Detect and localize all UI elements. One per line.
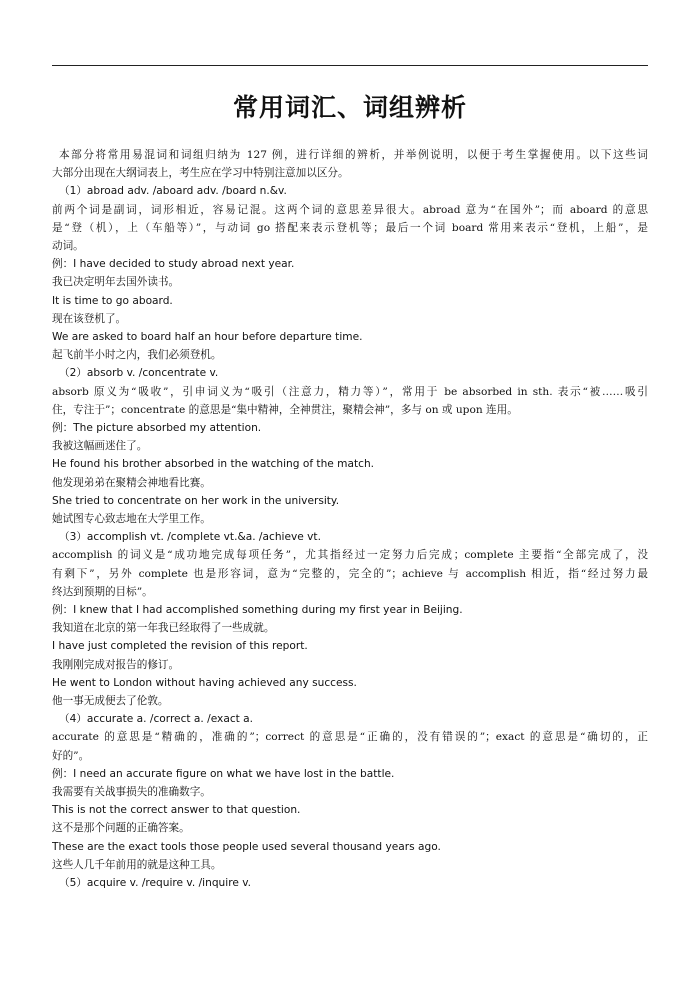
example-line: 例：I need an accurate figure on what we have lost in the battle. bbox=[52, 767, 395, 780]
example-line: She tried to concentrate on her work in the university. bbox=[52, 494, 340, 507]
example-line: He found his brother absorbed in the watching of the match. bbox=[52, 458, 375, 471]
explanation-line: 好的”。 bbox=[52, 749, 90, 762]
entry-heading: （5）acquire v. /require v. /inquire v. bbox=[59, 877, 252, 890]
explanation-line: accomplish 的词义是“成功地完成每项任务”，尤其指经过一定努力后完成；complete 主要指“全部完成了，没 bbox=[52, 549, 648, 562]
header-rule bbox=[52, 65, 648, 66]
translation-line: 我被这幅画迷住了。 bbox=[52, 440, 148, 453]
entry-heading: （3）accomplish vt. /complete vt.&a. /achieve vt. bbox=[59, 531, 321, 544]
example-line: I have just completed the revision of this report. bbox=[52, 640, 308, 653]
translation-line: 我知道在北京的第一年我已经取得了一些成就。 bbox=[52, 622, 275, 635]
entry-heading: （2）absorb v. /concentrate v. bbox=[59, 367, 219, 380]
example-line: These are the exact tools those people used several thousand years ago. bbox=[52, 840, 441, 853]
example-line: 例：The picture absorbed my attention. bbox=[52, 421, 262, 434]
translation-line: 他发现弟弟在聚精会神地看比赛。 bbox=[52, 476, 211, 489]
example-line: He went to London without having achieved any success. bbox=[52, 676, 357, 689]
translation-line: 我需要有关战事损失的准确数字。 bbox=[52, 786, 211, 798]
page-title: 常用词汇、词组辨析 bbox=[232, 93, 467, 122]
translation-line: 我刚刚完成对报告的修订。 bbox=[52, 658, 180, 671]
intro-line: 本部分将常用易混词和词组归纳为 127 例，进行详细的辨析，并举例说明，以便于考生掌握使用。以下这些词 bbox=[59, 149, 648, 161]
intro-line: 大部分出现在大纲词表上，考生应在学习中特别注意加以区分。 bbox=[52, 167, 349, 180]
explanation-line: 住，专注于”；concentrate 的意思是“集中精神，全神贯注，聚精会神”，多与 on 或 upon 连用。 bbox=[52, 403, 518, 416]
example-line: This is not the correct answer to that question. bbox=[52, 804, 301, 817]
explanation-line: absorb 原义为“吸收”，引申词义为“吸引（注意力，精力等）”，常用于 be absorbed in sth. 表示“被……吸引 bbox=[52, 385, 648, 398]
entry-heading: （4）accurate a. /correct a. /exact a. bbox=[59, 713, 254, 726]
translation-line: 她试图专心致志地在大学里工作。 bbox=[52, 513, 211, 525]
explanation-line: 前两个词是副词，词形相近，容易记混。这两个词的意思差异很大。abroad 意为“在国外”；而 aboard 的意思 bbox=[52, 203, 648, 216]
translation-line: 现在该登机了。 bbox=[52, 312, 127, 325]
explanation-line: 有剩下”，另外 complete 也是形容词，意为“完整的，完全的”；achieve 与 accomplish 相近，指“经过努力最 bbox=[52, 567, 648, 580]
example-line: It is time to go aboard. bbox=[52, 294, 173, 307]
translation-line: 我已决定明年去国外读书。 bbox=[52, 276, 180, 289]
explanation-line: 是“登（机），上（车船等）”，与动词 go 搭配来表示登机等；最后一个词 board 常用来表示“登机，上船”，是 bbox=[52, 221, 648, 234]
translation-line: 这些人几千年前用的就是这种工具。 bbox=[52, 858, 222, 871]
document-body bbox=[52, 146, 648, 892]
example-line: 例：I knew that I had accomplished something during my first year in Beijing. bbox=[52, 603, 463, 616]
explanation-line: 终达到预期的目标”。 bbox=[52, 585, 153, 598]
explanation-line: 动词。 bbox=[52, 239, 84, 252]
explanation-line: accurate 的意思是“精确的，准确的”；correct 的意思是“正确的，没有错误的”；exact 的意思是“确切的，正 bbox=[52, 731, 648, 744]
entry-heading: （1）abroad adv. /aboard adv. /board n.&v. bbox=[59, 185, 287, 198]
translation-line: 他一事无成便去了伦敦。 bbox=[52, 695, 169, 707]
translation-line: 起飞前半小时之内，我们必须登机。 bbox=[52, 349, 222, 362]
translation-line: 这不是那个问题的正确答案。 bbox=[52, 822, 190, 835]
example-line: 例：I have decided to study abroad next year. bbox=[52, 258, 295, 271]
example-line: We are asked to board half an hour before departure time. bbox=[52, 330, 363, 343]
